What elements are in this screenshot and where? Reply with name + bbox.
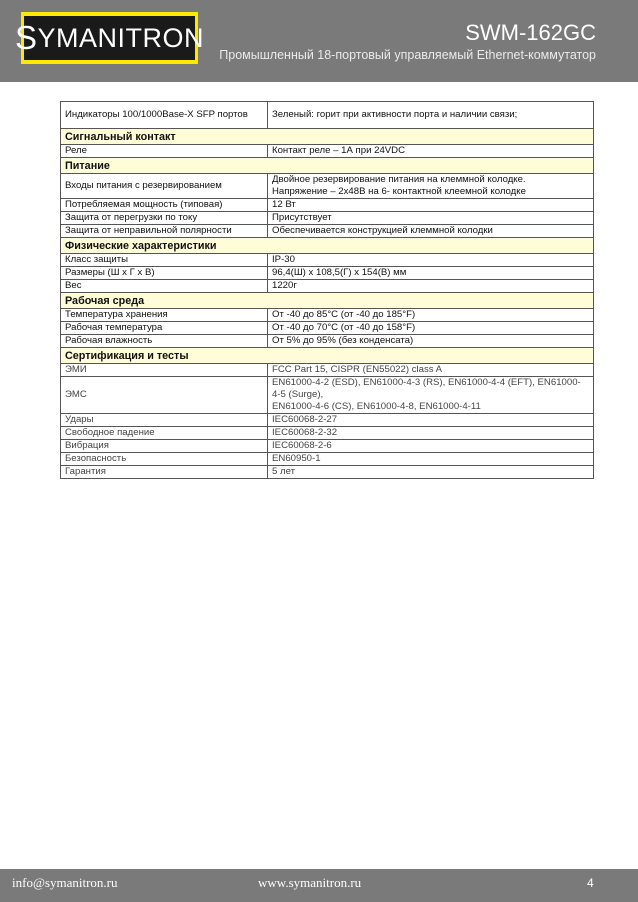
- spec-row: [61, 427, 594, 440]
- spec-key: Температура хранения: [61, 309, 268, 322]
- spec-value-line: FCC Part 15, CISPR (EN55022) class A: [272, 364, 443, 375]
- spec-key: Вес: [61, 280, 268, 293]
- spec-row: [61, 466, 594, 479]
- section-title: Сертификация и тесты: [61, 348, 594, 364]
- spec-row: [61, 145, 594, 158]
- spec-value-line: Контакт реле – 1А при 24VDC: [272, 145, 406, 156]
- spec-value-line: 1220г: [272, 280, 297, 291]
- specification-table: [60, 101, 594, 479]
- spec-row: [61, 364, 594, 377]
- spec-row: [61, 212, 594, 225]
- spec-key: Удары: [61, 414, 268, 427]
- spec-value-line: EN60950-1: [272, 453, 321, 464]
- spec-row: [61, 102, 594, 129]
- spec-value-line: 96,4(Ш) x 108,5(Г) x 154(В) мм: [272, 267, 407, 278]
- page-number: 4: [587, 876, 594, 890]
- spec-row: [61, 322, 594, 335]
- spec-value: [268, 199, 594, 212]
- spec-value-line: Напряжение – 2х48В на 6- контактной клеемной колодке: [272, 186, 526, 197]
- section-header-row: [61, 158, 594, 174]
- spec-value: [268, 453, 594, 466]
- section-title: Физические характеристики: [61, 238, 594, 254]
- spec-value: [268, 335, 594, 348]
- spec-key: Свободное падение: [61, 427, 268, 440]
- spec-value-line: EN61000-4-2 (ESD), EN61000-4-3 (RS), EN61000-4-4 (EFT), EN61000-: [272, 377, 581, 388]
- section-header-row: [61, 293, 594, 309]
- spec-key: Рабочая температура: [61, 322, 268, 335]
- spec-key: Вибрация: [61, 440, 268, 453]
- spec-value: [268, 280, 594, 293]
- section-title: Сигнальный контакт: [61, 129, 594, 145]
- spec-value-line: Присутствует: [272, 212, 332, 223]
- logo-text: YMANITRON: [37, 22, 205, 53]
- spec-key: Индикаторы 100/1000Base-X SFP портов: [61, 102, 268, 129]
- spec-row: [61, 267, 594, 280]
- section-header-row: [61, 238, 594, 254]
- spec-value-line: 4-5 (Surge),: [272, 389, 324, 400]
- spec-value-line: 5 лет: [272, 466, 296, 477]
- spec-value: [268, 254, 594, 267]
- spec-row: [61, 335, 594, 348]
- spec-value-line: IP-30: [272, 254, 295, 265]
- spec-value: [268, 174, 594, 199]
- spec-value: [268, 466, 594, 479]
- spec-key: ЭМИ: [61, 364, 268, 377]
- spec-value: [268, 267, 594, 280]
- footer-website: www.symanitron.ru: [258, 875, 362, 890]
- spec-value-line: IEC60068-2-32: [272, 427, 338, 438]
- spec-row: [61, 414, 594, 427]
- logo-first-letter: S: [15, 19, 38, 56]
- spec-value-line: IEC60068-2-6: [272, 440, 332, 451]
- spec-row: [61, 309, 594, 322]
- spec-value-line: EN61000-4-6 (CS), EN61000-4-8, EN61000-4-11: [272, 401, 481, 412]
- spec-key: Рабочая влажность: [61, 335, 268, 348]
- page-header: [0, 0, 638, 82]
- spec-key: Класс защиты: [61, 254, 268, 267]
- spec-row: [61, 174, 594, 199]
- spec-key: Входы питания с резервированием: [61, 174, 268, 199]
- page-footer: [0, 869, 638, 902]
- spec-key: Гарантия: [61, 466, 268, 479]
- spec-row: [61, 254, 594, 267]
- spec-value: [268, 414, 594, 427]
- section-title: Питание: [61, 158, 594, 174]
- model-name: SWM-162GC: [465, 20, 596, 45]
- spec-key: Реле: [61, 145, 268, 158]
- spec-value: [268, 212, 594, 225]
- spec-key: Размеры (Ш x Г x В): [61, 267, 268, 280]
- spec-value-line: Зеленый: горит при активности порта и наличии связи;: [272, 109, 518, 120]
- spec-row: [61, 199, 594, 212]
- spec-key: ЭМС: [61, 377, 268, 414]
- product-subtitle: Промышленный 18-портовый управляемый Ethernet-коммутатор: [219, 48, 596, 62]
- spec-value: [268, 377, 594, 414]
- symanitron-logo: [15, 12, 205, 64]
- spec-value-line: От -40 до 85°С (от -40 до 185°F): [272, 309, 416, 320]
- section-header-row: [61, 348, 594, 364]
- spec-value-line: От 5% до 95% (без конденсата): [272, 335, 414, 346]
- spec-value-line: 12 Вт: [272, 199, 296, 210]
- spec-value-line: Обеспечивается конструкцией клеммной колодки: [272, 225, 493, 236]
- spec-value: [268, 309, 594, 322]
- spec-value-line: От -40 до 70°С (от -40 до 158°F): [272, 322, 416, 333]
- spec-value: [268, 440, 594, 453]
- footer-email: info@symanitron.ru: [12, 875, 118, 890]
- spec-key: Потребляемая мощность (типовая): [61, 199, 268, 212]
- spec-value: [268, 427, 594, 440]
- spec-value: [268, 145, 594, 158]
- spec-key: Защита от неправильной полярности: [61, 225, 268, 238]
- spec-row: [61, 440, 594, 453]
- spec-value: [268, 225, 594, 238]
- spec-key: Безопасность: [61, 453, 268, 466]
- spec-value: [268, 102, 594, 129]
- spec-value-line: Двойное резервирование питания на клеммной колодке.: [272, 174, 526, 185]
- spec-value: [268, 364, 594, 377]
- spec-row: [61, 377, 594, 414]
- spec-row: [61, 225, 594, 238]
- spec-key: Защита от перегрузки по току: [61, 212, 268, 225]
- section-title: Рабочая среда: [61, 293, 594, 309]
- section-header-row: [61, 129, 594, 145]
- spec-row: [61, 453, 594, 466]
- spec-value: [268, 322, 594, 335]
- spec-row: [61, 280, 594, 293]
- spec-value-line: IEC60068-2-27: [272, 414, 338, 425]
